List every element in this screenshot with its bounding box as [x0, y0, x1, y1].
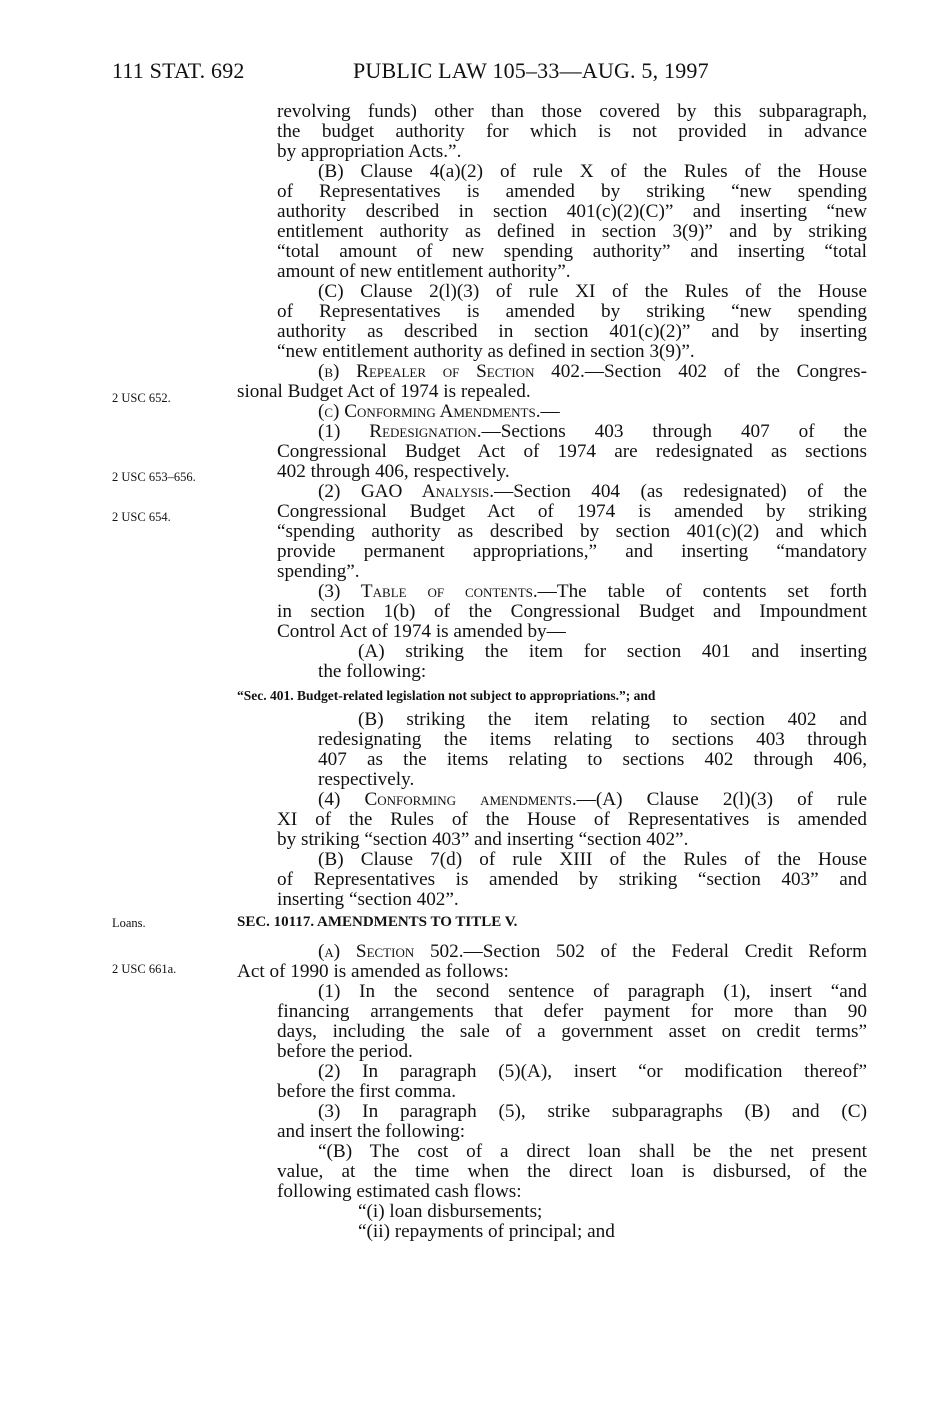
text-line: in section 1(b) of the Congressional Budget and Impoundment	[277, 601, 867, 622]
text-line: “(B) The cost of a direct loan shall be the net present	[318, 1141, 867, 1162]
margin-note: 2 USC 661a.	[112, 962, 177, 976]
lead-in: (3) Table of contents.	[318, 581, 538, 602]
text-line: Congressional Budget Act of 1974 are redesignated as sections	[277, 441, 867, 462]
text-line: value, at the time when the direct loan is disbursed, of the	[277, 1161, 867, 1182]
text-line: days, including the sale of a government asset on credit terms”	[277, 1021, 867, 1042]
margin-note: 2 USC 652.	[112, 391, 171, 405]
text-line: the budget authority for which is not provided in advance	[277, 121, 867, 142]
text-line: amount of new entitlement authority”.	[277, 261, 571, 282]
text-line: (B) striking the item relating to section 402 and	[358, 709, 867, 730]
text-line: (1) In the second sentence of paragraph (1), insert “and	[318, 981, 867, 1002]
lead-in: (c) Conforming Amendments.	[318, 401, 541, 422]
lead-in: (1) Redesignation.	[318, 421, 482, 442]
text-line: authority described in section 401(c)(2)(C)” and inserting “new	[277, 201, 867, 222]
text-line: Act of 1990 is amended as follows:	[237, 961, 509, 982]
text-line: (B) Clause 4(a)(2) of rule X of the Rules of the House	[318, 161, 867, 182]
text-line: following estimated cash flows:	[277, 1181, 522, 1202]
text-line: and insert the following:	[277, 1121, 466, 1142]
running-header-law: PUBLIC LAW 105–33—AUG. 5, 1997	[353, 58, 709, 83]
toc-entry: “Sec. 401. Budget-related legislation not subject to appropriations.”; and	[237, 688, 656, 703]
text-line: spending”.	[277, 561, 360, 582]
text-line: (A) striking the item for section 401 and inserting	[358, 641, 867, 662]
lead-in: (2) GAO Analysis.	[318, 481, 495, 502]
text-line: (b) Repealer of Section 402.—Section 402 of the Congres-	[318, 361, 867, 382]
text-line: revolving funds) other than those covered by this subparagraph,	[277, 101, 867, 122]
text-line: Control Act of 1974 is amended by—	[277, 621, 566, 642]
text-line: (C) Clause 2(l)(3) of rule XI of the Rules of the House	[318, 281, 867, 302]
text-line: before the period.	[277, 1041, 413, 1062]
text-line: of Representatives is amended by striking “new spending	[277, 301, 867, 322]
text-line: sional Budget Act of 1974 is repealed.	[237, 381, 531, 402]
margin-note: Loans.	[112, 916, 146, 930]
text-line: “(i) loan disbursements;	[358, 1201, 543, 1222]
margin-note: 2 USC 654.	[112, 510, 171, 524]
text-line: 402 through 406, respectively.	[277, 461, 510, 482]
text-line: inserting “section 402”.	[277, 889, 459, 910]
text-line: “total amount of new spending authority” and inserting “total	[277, 241, 867, 262]
text-line: of Representatives is amended by striking “new spending	[277, 181, 867, 202]
lead-in: (a) Section 502.	[318, 941, 464, 962]
text-line: “(ii) repayments of principal; and	[358, 1221, 615, 1242]
text-line: before the first comma.	[277, 1081, 457, 1102]
text-line: (a) Section 502.—Section 502 of the Federal Credit Reform	[318, 941, 867, 962]
text-line: (c) Conforming Amendments.—	[318, 401, 560, 422]
text-line: redesignating the items relating to sections 403 through	[318, 729, 867, 750]
section-heading: SEC. 10117. AMENDMENTS TO TITLE V.	[237, 914, 518, 930]
text-line: of Representatives is amended by striking “section 403” and	[277, 869, 867, 890]
lead-in: (4) Conforming amendments.	[318, 789, 577, 810]
text-line: XI of the Rules of the House of Representatives is amended	[277, 809, 867, 830]
text-line: (1) Redesignation.—Sections 403 through 407 of the	[318, 421, 867, 442]
text-line: (3) In paragraph (5), strike subparagraphs (B) and (C)	[318, 1101, 867, 1122]
margin-note: 2 USC 653–656.	[112, 470, 196, 484]
running-header-stat: 111 STAT. 692	[112, 58, 245, 83]
text-line: (3) Table of contents.—The table of contents set forth	[318, 581, 867, 602]
text-line: (2) GAO Analysis.—Section 404 (as redesignated) of the	[318, 481, 867, 502]
text-line: “new entitlement authority as defined in section 3(9)”.	[277, 341, 695, 362]
lead-in: (b) Repealer of Section 402.	[318, 361, 585, 382]
text-line: by appropriation Acts.”.	[277, 141, 462, 162]
text-line: “spending authority as described by section 401(c)(2) and which	[277, 521, 867, 542]
text-line: (2) In paragraph (5)(A), insert “or modification thereof”	[318, 1061, 867, 1082]
text-line: 407 as the items relating to sections 402 through 406,	[318, 749, 867, 770]
text-line: by striking “section 403” and inserting “section 402”.	[277, 829, 689, 850]
text-line: Congressional Budget Act of 1974 is amended by striking	[277, 501, 867, 522]
text-line: (4) Conforming amendments.—(A) Clause 2(l)(3) of rule	[318, 789, 868, 810]
text-line: (B) Clause 7(d) of rule XIII of the Rules of the House	[318, 849, 867, 870]
text-line: provide permanent appropriations,” and inserting “mandatory	[277, 541, 867, 562]
text-line: entitlement authority as defined in section 3(9)” and by striking	[277, 221, 867, 242]
text-line: authority as described in section 401(c)(2)” and by inserting	[277, 321, 867, 342]
text-line: respectively.	[318, 769, 415, 790]
text-line: financing arrangements that defer payment for more than 90	[277, 1001, 867, 1022]
text-line: the following:	[318, 661, 427, 682]
